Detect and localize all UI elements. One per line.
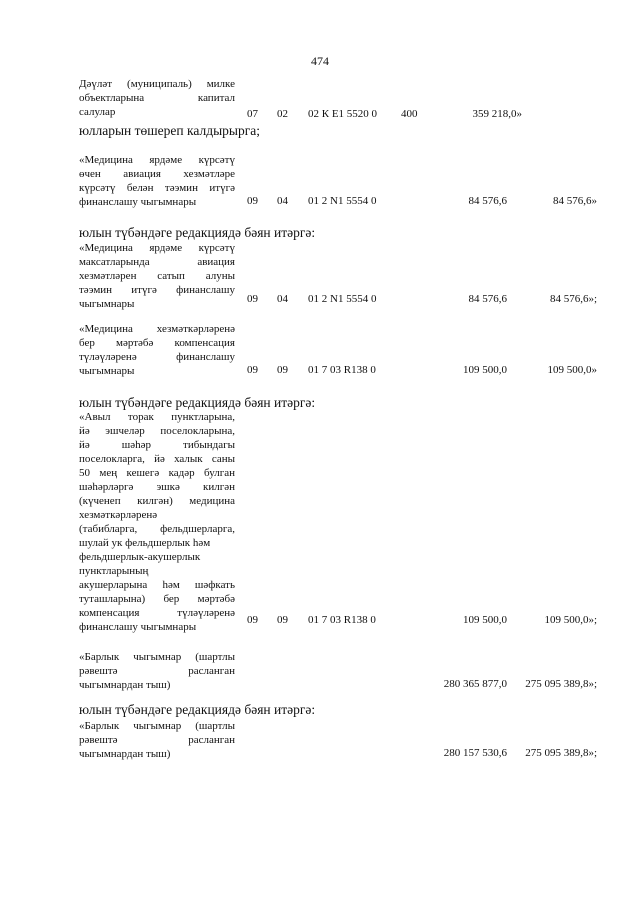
row-name-line: йә эшчеләр поселокларына, [79, 425, 235, 437]
row-name-line: тәэмин итүгә финанслашу [79, 284, 235, 296]
row-name-line: салулар [79, 106, 116, 118]
row-name-line: пунктларының [79, 565, 149, 577]
row-name-line: акушерларына һәм шәфкать [79, 579, 235, 591]
row-name-line: туташларына) бер мәртәбә [79, 593, 235, 605]
row-name [79, 650, 235, 692]
sum-year-2: 84 576,6» [553, 195, 597, 207]
row-name-line: (күченеп килгән) медицина [79, 495, 235, 507]
row-name [79, 77, 235, 119]
row-name-line: рәвештә расланган [79, 734, 235, 746]
sum-year-2: 275 095 389,8»; [525, 678, 597, 690]
sum-year-2: 109 500,0» [547, 364, 597, 376]
subsection-code: 04 [277, 293, 288, 305]
target-article-code: 01 7 03 R138 0 [308, 614, 376, 626]
row-name-line: «Медицина хезмәткәрләренә [79, 323, 235, 335]
row-name-line: хезмәтләрен сатып алуны [79, 270, 235, 282]
sum-year-1: 359 218,0» [472, 108, 522, 120]
subsection-code: 09 [277, 364, 288, 376]
row-name [79, 153, 235, 209]
sum-year-2: 84 576,6»; [549, 293, 597, 305]
section-code: 09 [247, 364, 258, 376]
subsection-code: 02 [277, 108, 288, 120]
target-article-code: 02 К Е1 5520 0 [308, 108, 378, 120]
sum-year-1: 84 576,6 [468, 195, 507, 207]
row-name-line: объектларына капитал [79, 92, 235, 104]
row-name-line: (табибларга, фельдшерларга, [79, 523, 235, 535]
sum-year-1: 280 157 530,6 [443, 747, 507, 759]
section-code: 09 [247, 293, 258, 305]
row-name-line: чыгымнардан тыш) [79, 748, 171, 760]
row-name-line: компенсация түләүләренә [79, 607, 235, 619]
section-code: 09 [247, 195, 258, 207]
row-name [79, 719, 235, 761]
row-name-line: шулай ук фельдшерлык һәм [79, 537, 211, 549]
row-name-line: «Барлык чыгымнар (шартлы [79, 720, 235, 732]
row-name-line: фельдшерлык-акушерлык [79, 551, 201, 563]
page-number: 474 [311, 54, 329, 68]
instruction-restate: юлын түбәндәге редакциядә бәян итәргә: [79, 702, 316, 717]
instruction-delete: юлларын төшереп калдырырга; [79, 123, 261, 138]
expense-type-code: 400 [401, 108, 418, 120]
target-article-code: 01 2 N1 5554 0 [308, 293, 377, 305]
row-name-line: шәһәрләргә эшкә килгән [79, 481, 235, 493]
row-name-line: чыгымнары [79, 298, 135, 310]
row-name-line: рәвештә расланган [79, 665, 235, 677]
sum-year-1: 109 500,0 [463, 614, 507, 626]
row-name-line: «Медицина ярдәме күрсәтү [79, 154, 235, 166]
row-name-line: поселокларга, йә халык саны [79, 453, 235, 465]
row-name-line: чыгымнардан тыш) [79, 679, 171, 691]
row-name-line: түләүләренә финанслашу [79, 351, 235, 363]
sum-year-2: 109 500,0»; [544, 614, 597, 626]
sum-year-1: 280 365 877,0 [443, 678, 507, 690]
target-article-code: 01 2 N1 5554 0 [308, 195, 377, 207]
row-name-line: чыгымнары [79, 365, 135, 377]
row-name-line: хезмәткәрләренә [79, 509, 158, 521]
row-name-line: «Медицина ярдәме күрсәтү [79, 242, 235, 254]
section-code: 07 [247, 108, 258, 120]
row-name-line: «Барлык чыгымнар (шартлы [79, 651, 235, 663]
row-name [79, 410, 235, 634]
row-name-line: Дәүләт (муниципаль) милке [79, 78, 235, 90]
row-name-line: финанслашу чыгымнары [79, 621, 197, 633]
row-name-line: күрсәтү белән тәэмин итүгә [79, 182, 235, 194]
row-name [79, 241, 235, 311]
instruction-restate: юлын түбәндәге редакциядә бәян итәргә: [79, 395, 316, 410]
sum-year-2: 275 095 389,8»; [525, 747, 597, 759]
subsection-code: 09 [277, 614, 288, 626]
row-name-line: өчен авиация хезмәтләре [79, 168, 235, 180]
sum-year-1: 109 500,0 [463, 364, 507, 376]
sum-year-1: 84 576,6 [468, 293, 507, 305]
row-name-line: финанслашу чыгымнары [79, 196, 197, 208]
subsection-code: 04 [277, 195, 288, 207]
row-name-line: бер мәртәбә компенсация [79, 337, 235, 349]
row-name-line: йә шәһәр тибындагы [79, 439, 235, 451]
row-name-line: максатларында авиация [79, 256, 235, 268]
target-article-code: 01 7 03 R138 0 [308, 364, 376, 376]
row-name-line: «Авыл торак пунктларына, [79, 411, 235, 423]
row-name-line: 50 мең кешегә кадәр булган [79, 467, 235, 479]
instruction-restate: юлын түбәндәге редакциядә бәян итәргә: [79, 225, 316, 240]
section-code: 09 [247, 614, 258, 626]
row-name [79, 322, 235, 378]
